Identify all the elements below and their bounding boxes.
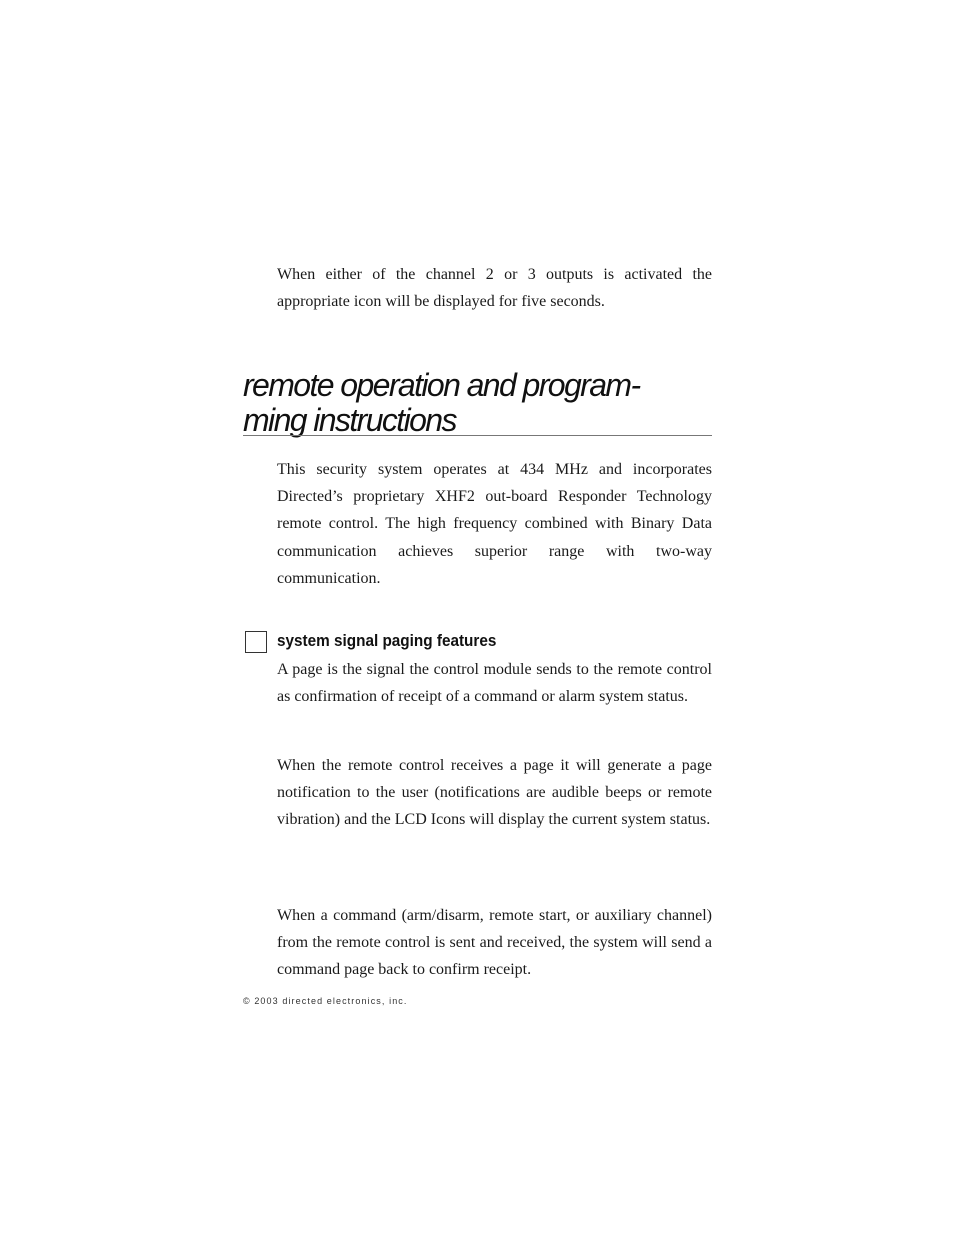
section-intro-paragraph: This security system operates at 434 MHz and incorporates Directed’s proprietary XHF2 out-board Responder Technology remote control. The high frequency combined with Binary Data communication achieves superior range with two-way communication.: [277, 461, 712, 587]
subsection-marker-box: [245, 631, 267, 653]
section-divider: [243, 435, 712, 436]
paragraph-page-notification: When the remote control receives a page it will generate a page notification to the user (notifications are audible beeps or remote vibration) and the LCD Icons will display the current system status.: [277, 757, 712, 829]
intro-paragraph: When either of the channel 2 or 3 outputs is activated the appropriate icon will be displayed for five seconds.: [277, 266, 712, 311]
section-title-line-2: ming instructions: [243, 402, 456, 438]
subsection-heading: system signal paging features: [277, 631, 497, 650]
section-title: [243, 368, 712, 438]
footer-copyright: © 2003 directed electronics, inc.: [243, 996, 408, 1006]
section-title-line-1: remote operation and program-: [243, 367, 640, 403]
paragraph-page-definition: A page is the signal the control module sends to the remote control as confirmation of receipt of a command or alarm system status.: [277, 661, 712, 706]
paragraph-command-page: When a command (arm/disarm, remote start, or auxiliary channel) from the remote control is sent and received, the system will send a command page back to confirm receipt.: [277, 907, 712, 979]
